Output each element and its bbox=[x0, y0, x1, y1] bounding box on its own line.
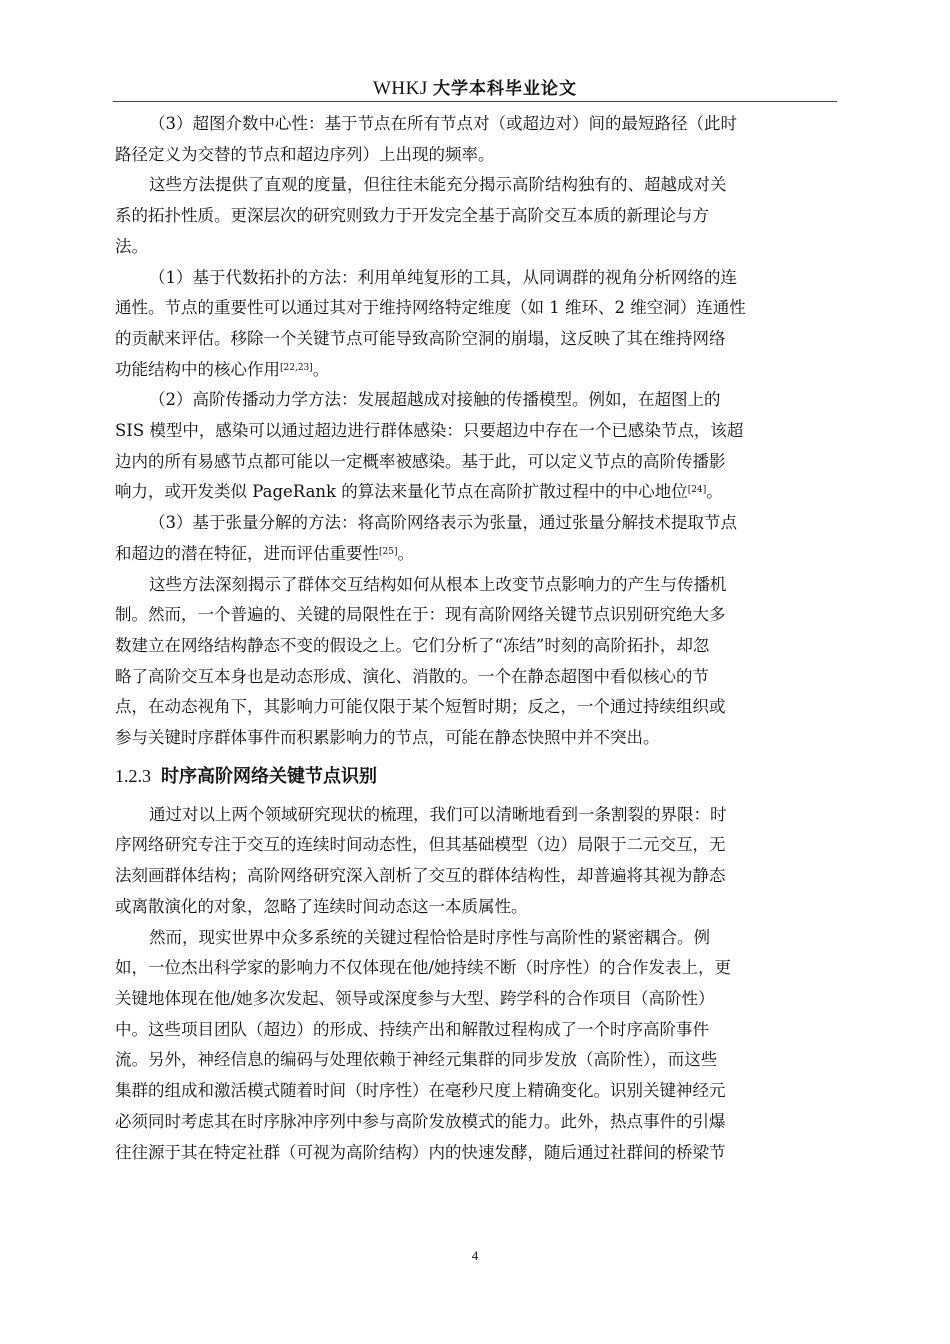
paragraph-line: 关键地体现在他/她多次发起、领导或深度参与大型、跨学科的合作项目（高阶性） bbox=[115, 988, 715, 1008]
paragraph bbox=[115, 923, 835, 1169]
paragraph-line: 通性。节点的重要性可以通过其对于维持网络特定维度（如 1 维环、2 维空洞）连通性 bbox=[115, 298, 746, 318]
paragraph-line: 边内的所有易感节点都可能以一定概率被感染。基于此，可以定义节点的高阶传播影 bbox=[115, 451, 726, 471]
paragraph-line: SIS 模型中，感染可以通过超边进行群体感染：只要超边中存在一个已感染节点，该超 bbox=[115, 421, 744, 441]
section-title: 时序高阶网络关键节点识别 bbox=[161, 765, 377, 787]
paragraph bbox=[115, 508, 835, 569]
paragraph-line: 制。然而，一个普遍的、关键的局限性在于：现有高阶网络关键节点识别研究绝大多 bbox=[115, 605, 726, 625]
page-number: 4 bbox=[471, 1248, 479, 1263]
paragraph-line: （1）基于代数拓扑的方法：利用单纯复形的工具，从同调群的视角分析网络的连 bbox=[149, 267, 737, 287]
paragraph-line: 通过对以上两个领域研究现状的梳理，我们可以清晰地看到一条割裂的界限：时 bbox=[149, 804, 727, 824]
paragraph-line: （3）超图介数中心性：基于节点在所有节点对（或超边对）间的最短路径（此时 bbox=[149, 114, 737, 133]
paragraph-line: 法。 bbox=[115, 236, 148, 256]
paragraph-line: 点，在动态视角下，其影响力可能仅限于某个短暂时期；反之，一个通过持续组织或 bbox=[115, 697, 726, 717]
sentence-end: 。 bbox=[312, 359, 330, 379]
paragraph-line: 如，一位杰出科学家的影响力不仅体现在他/她持续不断（时序性）的合作发表上，更 bbox=[115, 958, 732, 978]
paragraph bbox=[115, 263, 835, 386]
running-header bbox=[0, 74, 950, 100]
header-rule bbox=[113, 101, 837, 102]
section-number: 1.2.3 bbox=[115, 765, 151, 786]
paragraph-line: 参与关键时序群体事件而积累影响力的节点，可能在静态快照中并不突出。 bbox=[115, 728, 660, 748]
paragraph-line: 中。这些项目团队（超边）的形成、持续产出和解散过程构成了一个时序高阶事件 bbox=[115, 1019, 709, 1039]
header-latin: WHKJ bbox=[372, 78, 428, 99]
paragraph-line: 流。另外，神经信息的编码与处理依赖于神经元集群的同步发放（高阶性），而这些 bbox=[115, 1050, 718, 1070]
paragraph-line: 法刻画群体结构；高阶网络研究深入剖析了交互的群体结构性，却普遍将其视为静态 bbox=[115, 866, 726, 886]
paragraph-line: （2）高阶传播动力学方法：发展超越成对接触的传播模型。例如，在超图上的 bbox=[149, 390, 721, 410]
citation: [22,23] bbox=[280, 362, 313, 373]
paragraph bbox=[115, 800, 835, 923]
paragraph-line: 略了高阶交互本身也是动态形成、演化、消散的。一个在静态超图中看似核心的节 bbox=[115, 666, 709, 686]
sentence-end: 。 bbox=[397, 543, 414, 563]
paragraph-line: 然而，现实世界中众多系统的关键过程恰恰是时序性与高阶性的紧密耦合。例 bbox=[149, 927, 710, 947]
page-body bbox=[115, 109, 835, 1168]
paragraph-line: 系的拓扑性质。更深层次的研究则致力于开发完全基于高阶交互本质的新理论与方 bbox=[115, 206, 709, 226]
paragraph bbox=[115, 570, 835, 754]
paragraph-line: 这些方法提供了直观的度量，但往往未能充分揭示高阶结构独有的、超越成对关 bbox=[149, 175, 727, 195]
paragraph-line: 功能结构中的核心作用[22,23]。 bbox=[115, 359, 330, 379]
paragraph bbox=[115, 170, 835, 262]
citation: [25] bbox=[379, 546, 398, 557]
paragraph-group-2 bbox=[115, 800, 835, 1168]
paragraph-line: 这些方法深刻揭示了群体交互结构如何从根本上改变节点影响力的产生与传播机 bbox=[149, 574, 727, 594]
paragraph-line: 数建立在网络结构静态不变的假设之上。它们分析了“冻结”时刻的高阶拓扑，却忽 bbox=[115, 635, 710, 655]
sentence-end: 。 bbox=[706, 482, 723, 502]
paragraph-line: 和超边的潜在特征，进而评估重要性[25]。 bbox=[115, 543, 414, 563]
paragraph-line: 的贡献来评估。移除一个关键节点可能导致高阶空洞的崩塌，这反映了其在维持网络 bbox=[115, 328, 726, 348]
header-title: 大学本科毕业论文 bbox=[433, 79, 578, 99]
citation: [24] bbox=[687, 485, 707, 496]
paragraph bbox=[115, 109, 835, 170]
paragraph-line: 路径定义为交替的节点和超边序列）上出现的频率。 bbox=[115, 144, 495, 164]
paragraph bbox=[115, 385, 835, 508]
paragraph-line: 序网络研究专注于交互的连续时间动态性，但其基础模型（边）局限于二元交互，无 bbox=[115, 835, 726, 855]
paragraph-line: 响力，或开发类似 PageRank 的算法来量化节点在高阶扩散过程中的中心地位[24]。 bbox=[115, 482, 723, 502]
paragraph-line: 或离散演化的对象，忽略了连续时间动态这一本质属性。 bbox=[115, 896, 528, 916]
paragraph-line: 必须同时考虑其在时序脉冲序列中参与高阶发放模式的能力。此外，热点事件的引爆 bbox=[115, 1111, 726, 1131]
paragraph-line: 集群的组成和激活模式随着时间（时序性）在毫秒尺度上精确变化。识别关键神经元 bbox=[115, 1081, 726, 1101]
paragraph-line: （3）基于张量分解的方法：将高阶网络表示为张量，通过张量分解技术提取节点 bbox=[149, 513, 737, 533]
paragraph-line: 往往源于其在特定社群（可视为高阶结构）内的快速发酵，随后通过社群间的桥梁节 bbox=[115, 1142, 726, 1162]
section-heading bbox=[115, 759, 835, 794]
paragraph-group-1 bbox=[115, 109, 835, 754]
